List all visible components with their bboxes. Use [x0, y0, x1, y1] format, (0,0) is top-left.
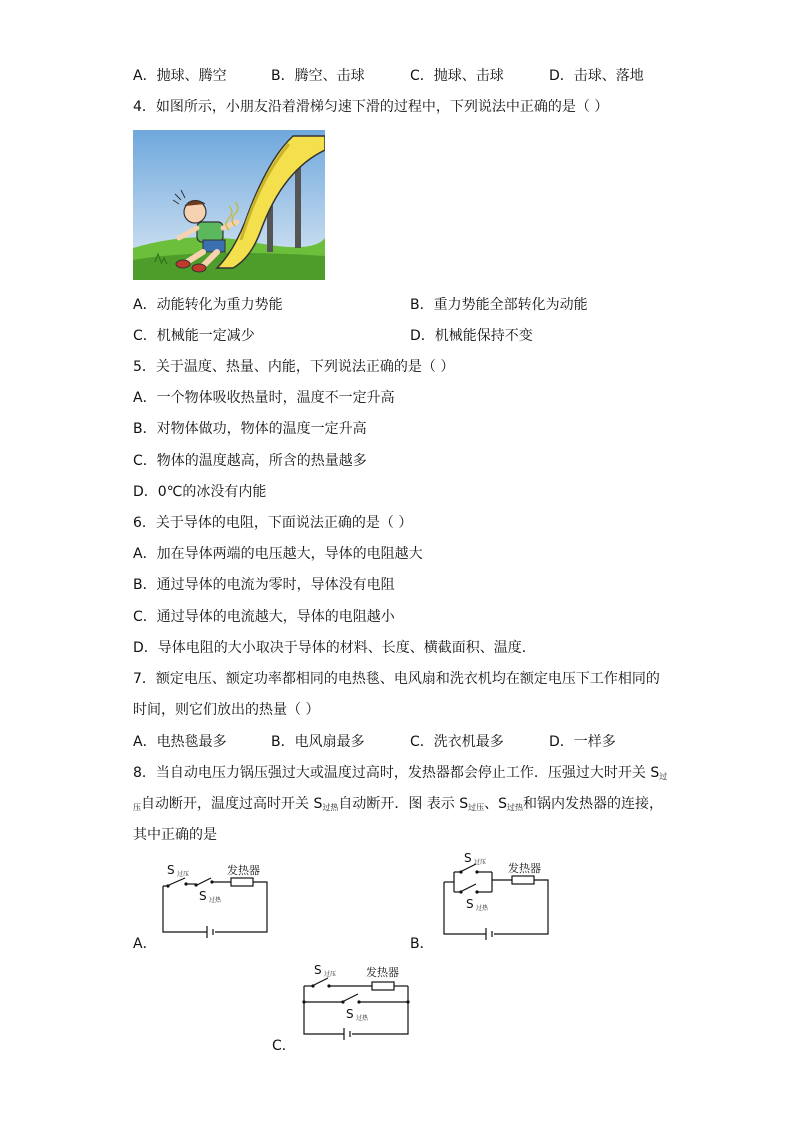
circuit-diagram-a — [155, 860, 275, 940]
q4-option-c: C．机械能一定减少 — [133, 328, 255, 344]
circuit-a-s-pressure-label: S — [167, 863, 175, 877]
circuit-b-heater-label: 发热器 — [508, 862, 541, 875]
circuit-diagram-b — [436, 850, 556, 940]
q5-option-a: A．一个物体吸收热量时，温度不一定升高 — [133, 390, 395, 406]
q8-stem-line2: $_压$自动断开，温度过高时开关 $S_{过热}$自动断开．图 表示 $S_{过压}$、$S_{过热}$和锅内发热器的连接， — [133, 796, 664, 812]
circuit-b-s-pressure-label: S — [464, 851, 472, 865]
q3-option-a: A．抛球、腾空 — [133, 68, 227, 84]
q5-option-c: C．物体的温度越高，所含的热量越多 — [133, 453, 367, 469]
q5-stem: 5．关于温度、热量、内能，下列说法正确的是（ ） — [133, 359, 455, 375]
circuit-a-heater-label: 发热器 — [227, 864, 260, 877]
q7-stem-line2: 时间，则它们放出的热量（ ） — [133, 702, 320, 718]
q4-option-d: D．机械能保持不变 — [410, 328, 533, 344]
q7-option-b: B．电风扇最多 — [271, 734, 365, 750]
circuit-c-s-pressure-label: S — [314, 963, 322, 977]
circuit-a-s-heat-label: S — [199, 889, 207, 903]
circuit-c-heater-label: 发热器 — [366, 966, 399, 979]
q8-option-b-label: B． — [410, 936, 434, 952]
q6-option-d: D．导体电阻的大小取决于导体的材料、长度、横截面积、温度． — [133, 640, 536, 656]
circuit-diagram-c — [296, 962, 416, 1042]
q6-option-c: C．通过导体的电流越大，导体的电阻越小 — [133, 609, 395, 625]
q8-option-c-label: C． — [272, 1038, 296, 1054]
q5-option-d: D．0℃的冰没有内能 — [133, 484, 267, 500]
circuit-c-s-heat-sub: 过热 — [356, 1015, 369, 1022]
q5-option-b: B．对物体做功，物体的温度一定升高 — [133, 421, 367, 437]
q3-option-b: B．腾空、击球 — [271, 68, 365, 84]
circuit-c-s-pressure-sub: 过压 — [324, 971, 337, 978]
circuit-c-s-heat-label: S — [346, 1007, 354, 1021]
q6-option-b: B．通过导体的电流为零时，导体没有电阻 — [133, 577, 395, 593]
circuit-b-s-heat-label: S — [466, 897, 474, 911]
q7-option-d: D．一样多 — [549, 734, 616, 750]
q7-option-c: C．洗衣机最多 — [410, 734, 504, 750]
q8-stem-line1: 8．当自动电压力锅压强过大或温度过高时，发热器都会停止工作．压强过大时开关 $S_过$ — [133, 765, 668, 781]
q6-option-a: A．加在导体两端的电压越大，导体的电阻越大 — [133, 546, 423, 562]
q7-option-a: A．电热毯最多 — [133, 734, 227, 750]
q4-option-b: B．重力势能全部转化为动能 — [410, 297, 588, 313]
q8-option-a-label: A． — [133, 936, 157, 952]
circuit-a-s-heat-sub: 过热 — [209, 897, 222, 904]
q4-option-a: A．动能转化为重力势能 — [133, 297, 283, 313]
slide-illustration — [133, 130, 325, 280]
circuit-b-s-heat-sub: 过热 — [476, 905, 489, 912]
q3-option-c: C．抛球、击球 — [410, 68, 504, 84]
q8-stem-line3: 其中正确的是 — [133, 827, 217, 843]
circuit-a-s-pressure-sub: 过压 — [177, 871, 190, 878]
q6-stem: 6．关于导体的电阻，下面说法正确的是（ ） — [133, 515, 413, 531]
q3-option-d: D．击球、落地 — [549, 68, 644, 84]
q7-stem-line1: 7．额定电压、额定功率都相同的电热毯、电风扇和洗衣机均在额定电压下工作相同的 — [133, 671, 660, 687]
q4-stem: 4．如图所示，小朋友沿着滑梯匀速下滑的过程中，下列说法中正确的是（ ） — [133, 99, 609, 115]
circuit-b-s-pressure-sub: 过压 — [474, 859, 487, 866]
